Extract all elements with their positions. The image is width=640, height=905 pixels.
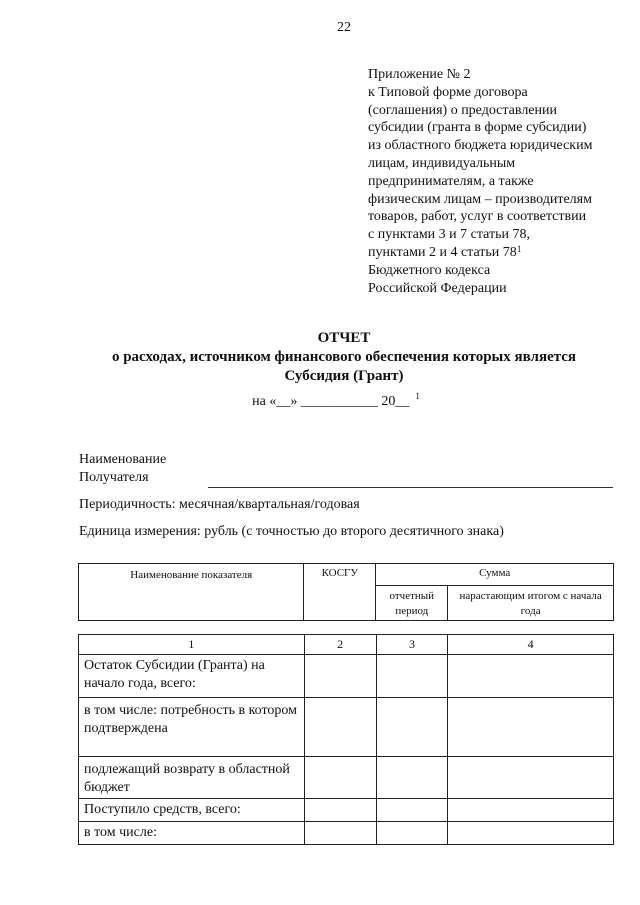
appendix-line: предпринимателям, а также [368, 173, 534, 189]
appendix-line: Бюджетного кодекса [368, 262, 491, 278]
table-row [79, 698, 614, 757]
recipient-label: Наименование [79, 452, 167, 467]
row-label: подлежащий возврату в областной бюджет [79, 757, 305, 799]
kosgu-cell [304, 799, 376, 822]
row-label: Поступило средств, всего: [79, 799, 305, 822]
header-table [78, 563, 614, 621]
column-number: 2 [304, 635, 376, 655]
header-cumulative: нарастающим итогом с начала года [448, 586, 614, 621]
report-subtitle-2: Субсидия (Грант) [284, 368, 404, 384]
appendix-block [368, 66, 638, 297]
appendix-line: из областного бюджета юридическим [368, 138, 593, 154]
kosgu-cell [304, 757, 376, 799]
column-number: 4 [448, 635, 614, 655]
header-sum: Сумма [376, 564, 614, 586]
table-row [79, 655, 614, 698]
table-row [79, 757, 614, 799]
header-indicator: Наименование показателя [79, 564, 304, 621]
column-number: 1 [79, 635, 305, 655]
recipient-name-line [208, 487, 613, 488]
appendix-line: (соглашения) о предоставлении [368, 102, 557, 118]
appendix-line: пунктами 2 и 4 статьи 78 [368, 244, 517, 260]
cumulative-cell [448, 757, 614, 799]
cumulative-cell [448, 655, 614, 698]
cumulative-cell [448, 799, 614, 822]
report-subtitle: о расходах, источником финансового обеспечения которых является [111, 349, 577, 365]
appendix-line: лицам, индивидуальным [368, 155, 516, 171]
date-footnote-mark: 1 [415, 391, 420, 401]
appendix-footnote-mark: 1 [516, 243, 522, 254]
header-kosgu: КОСГУ [304, 564, 376, 621]
reporting-period-cell [376, 698, 448, 757]
row-label: Остаток Субсидии (Гранта) на начало года, всего: [79, 655, 305, 698]
reporting-period-cell [376, 821, 448, 844]
unit-of-measure: Единица измерения: рубль (с точностью до второго десятичного знака) [79, 524, 504, 539]
column-number: 3 [376, 635, 448, 655]
appendix-line: товаров, работ, услуг в соответствии [368, 209, 587, 225]
report-table [78, 634, 614, 845]
cumulative-cell [448, 821, 614, 844]
table-row [79, 821, 614, 844]
recipient-label-2: Получателя [79, 470, 149, 485]
appendix-line: субсидии (гранта в форме субсидии) [368, 120, 587, 136]
row-label: в том числе: потребность в котором подтверждена [79, 698, 305, 757]
reporting-period-cell [376, 655, 448, 698]
row-label: в том числе: [79, 821, 305, 844]
reporting-period-cell [376, 757, 448, 799]
periodicity: Периодичность: месячная/квартальная/годовая [79, 497, 360, 512]
kosgu-cell [304, 698, 376, 757]
cumulative-cell [448, 698, 614, 757]
kosgu-cell [304, 821, 376, 844]
appendix-line: с пунктами 3 и 7 статьи 78, [368, 227, 531, 243]
page-number: 22 [337, 20, 351, 35]
appendix-line-with-footnote [368, 244, 638, 262]
table-row [79, 799, 614, 822]
appendix-line: физическим лицам – производителям [368, 191, 592, 207]
report-date-line [0, 391, 640, 410]
appendix-line: Российской Федерации [368, 280, 507, 296]
report-title: ОТЧЕТ [317, 330, 371, 346]
reporting-period-cell [376, 799, 448, 822]
column-number-row [79, 635, 614, 655]
appendix-line: к Типовой форме договора [368, 84, 528, 100]
appendix-line: Приложение № 2 [368, 67, 471, 82]
header-reporting-period: отчетный период [376, 586, 448, 621]
kosgu-cell [304, 655, 376, 698]
report-date: на «__» ___________ 20__ [252, 394, 410, 409]
